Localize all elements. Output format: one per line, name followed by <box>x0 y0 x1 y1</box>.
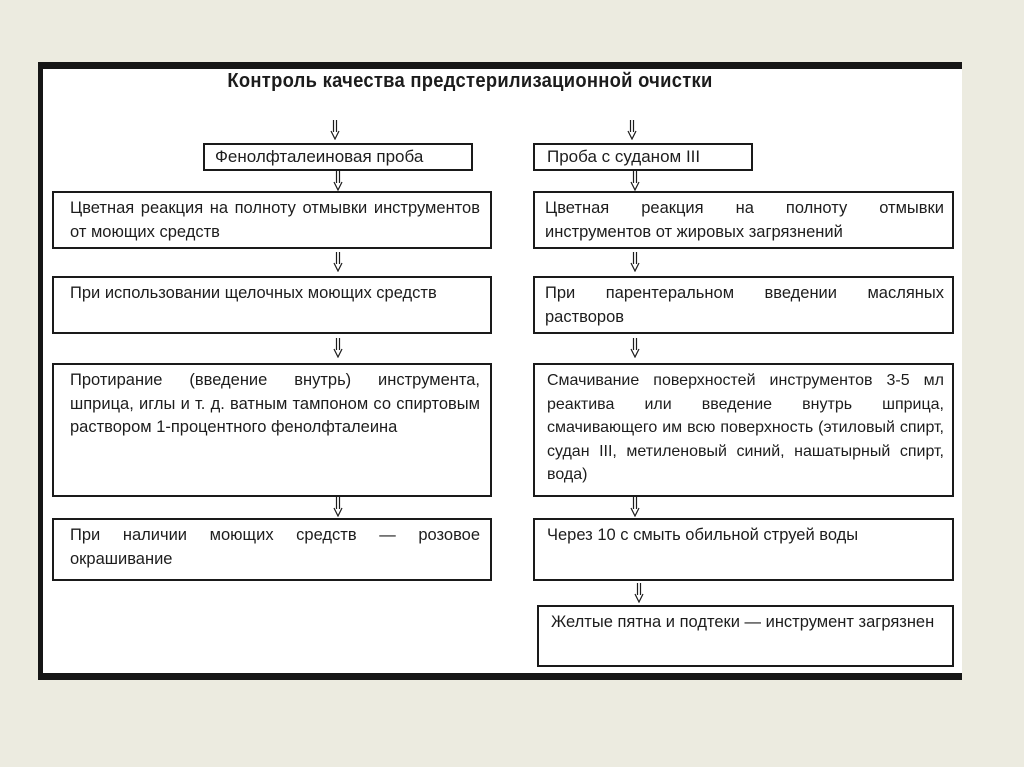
double-down-arrow-icon <box>627 120 637 140</box>
double-down-arrow-icon <box>333 171 343 191</box>
double-down-arrow-icon <box>630 338 640 358</box>
sudan-iii-test-box: Проба с суданом III <box>533 143 753 171</box>
right-step-5-box: Желтые пятна и подтеки — инструмент загрязнен <box>537 605 954 667</box>
double-down-arrow-icon <box>630 497 640 517</box>
double-down-arrow-icon <box>330 120 340 140</box>
left-step-2-box: При использовании щелочных моющих средств <box>52 276 492 334</box>
double-down-arrow-icon <box>333 252 343 272</box>
double-down-arrow-icon <box>630 171 640 191</box>
right-step-3-box: Смачивание поверхностей инструментов 3-5 мл реактива или введение внутрь шприца, смачивающего им всю поверхность (этиловый спирт, судан III, метиленовый синий, нашатырный спирт, вода) <box>533 363 954 497</box>
double-down-arrow-icon <box>630 252 640 272</box>
right-step-1-box: Цветная реакция на полноту отмывки инструментов от жировых загрязнений <box>533 191 954 249</box>
left-step-4-box: При наличии моющих средств — розовое окрашивание <box>52 518 492 581</box>
double-down-arrow-icon <box>333 338 343 358</box>
double-down-arrow-icon <box>333 497 343 517</box>
double-down-arrow-icon <box>634 583 644 603</box>
right-step-2-box: При парентеральном введении масляных растворов <box>533 276 954 334</box>
left-step-3-box: Протирание (введение внутрь) инструмента, шприца, иглы и т. д. ватным тампоном со спиртовым раствором 1-процентного фенолфталеина <box>52 363 492 497</box>
diagram-title: Контроль качества предстерилизационной очистки <box>227 70 713 92</box>
right-step-4-box: Через 10 с смыть обильной струей воды <box>533 518 954 581</box>
left-step-1-box: Цветная реакция на полноту отмывки инструментов от моющих средств <box>52 191 492 249</box>
phenolphthalein-test-box: Фенолфталеиновая проба <box>203 143 473 171</box>
